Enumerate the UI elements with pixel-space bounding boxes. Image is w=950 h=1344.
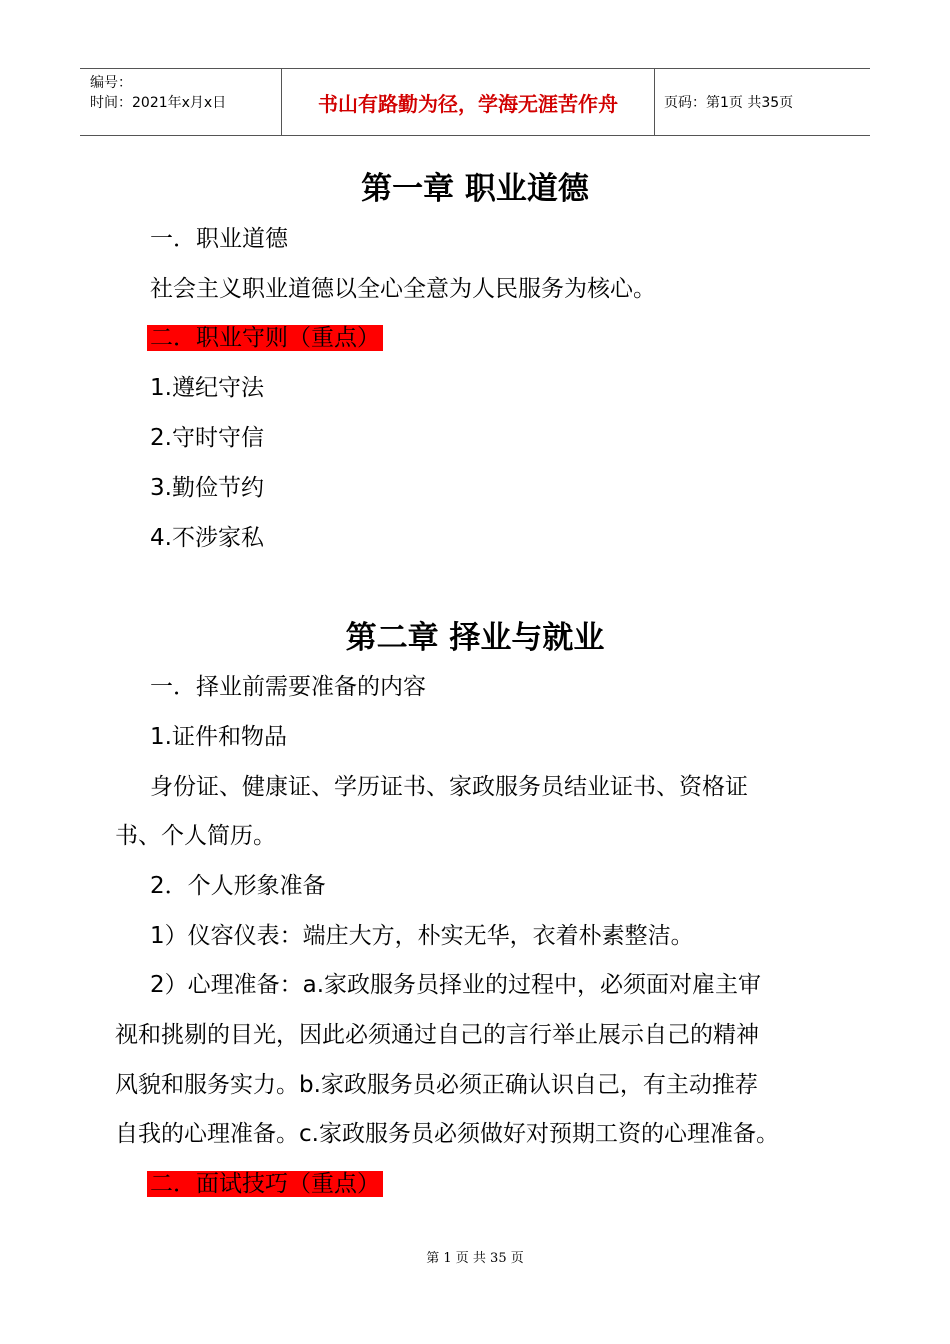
chapter2-sub2-item1: 1）仪容仪表：端庄大方，朴实无华，衣着朴素整洁。 (150, 923, 694, 949)
chapter2-section1-heading: 一．择业前需要准备的内容 (150, 674, 426, 700)
list-item: 3.勤俭节约 (150, 475, 264, 501)
chapter1-title: 第一章 职业道德 (361, 171, 589, 207)
header-page-info: 页码：第1页 共35页 (664, 95, 794, 111)
header-time-label: 时间：2021年x月x日 (90, 95, 227, 111)
chapter2-sub1: 1.证件和物品 (150, 724, 287, 750)
chapter2-sub2-item2-line1: 2）心理准备：a.家政服务员择业的过程中，必须面对雇主审 (150, 972, 762, 998)
chapter2-sub1-line2: 书、个人简历。 (115, 823, 276, 849)
chapter2-sub2-item2-line4: 自我的心理准备。c.家政服务员必须做好对预期工资的心理准备。 (115, 1121, 779, 1147)
list-item: 4.不涉家私 (150, 525, 264, 551)
chapter2-section2-heading: 二．面试技巧（重点） (147, 1165, 383, 1198)
header-meta (80, 69, 282, 135)
chapter2-sub1-line1: 身份证、健康证、学历证书、家政服务员结业证书、资格证 (150, 774, 748, 800)
list-item: 2.守时守信 (150, 425, 264, 451)
page-footer: 第 1 页 共 35 页 (426, 1251, 524, 1266)
chapter2-title: 第二章 择业与就业 (345, 620, 605, 656)
header-number-label: 编号： (90, 75, 132, 91)
chapter2-sub2-item2-line3: 风貌和服务实力。b.家政服务员必须正确认识自己，有主动推荐 (115, 1072, 758, 1098)
list-item: 1.遵纪守法 (150, 375, 264, 401)
chapter1-section1-heading: 一．职业道德 (150, 226, 288, 252)
chapter2-sub2-item2-line2: 视和挑剔的目光，因此必须通过自己的言行举止展示自己的精神 (115, 1022, 759, 1048)
chapter1-section2-heading: 二．职业守则（重点） (147, 319, 383, 352)
chapter2-sub2: 2．个人形象准备 (150, 873, 326, 899)
header-motto: 书山有路勤为径，学海无涯苦作舟 (282, 69, 655, 135)
page-header (80, 68, 870, 136)
chapter1-section1-text: 社会主义职业道德以全心全意为人民服务为核心。 (150, 276, 656, 302)
